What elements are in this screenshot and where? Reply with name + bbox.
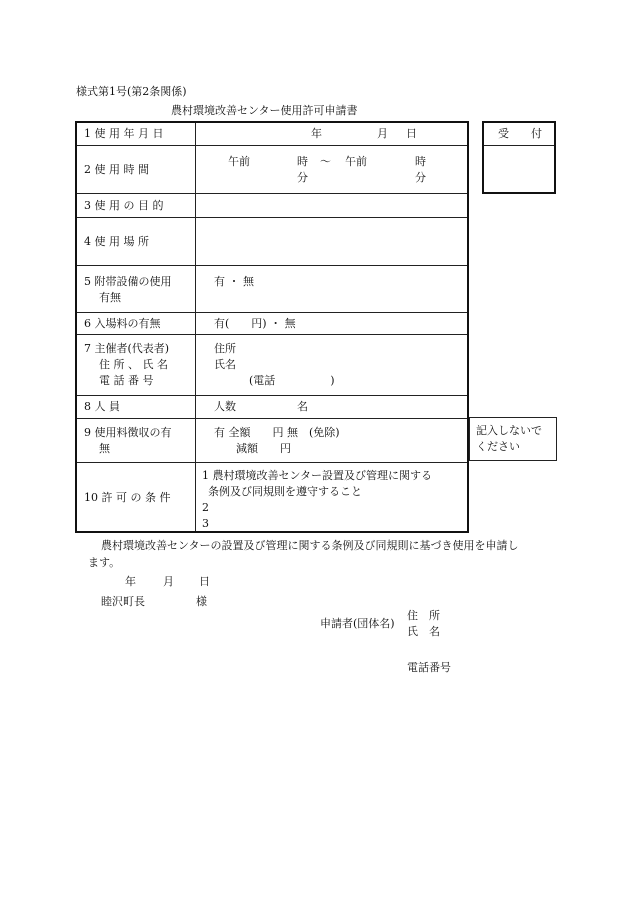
usage-date-field[interactable]	[196, 123, 467, 145]
applicant-phone-field[interactable]: 電話番号	[407, 661, 451, 674]
count-label: 人数	[214, 400, 236, 413]
year-label: 年	[311, 127, 322, 140]
row-5-label-line-2: 有無	[99, 291, 121, 304]
addressee-honorific: 様	[196, 595, 207, 608]
receipt-box	[482, 121, 556, 194]
equipment-choice[interactable]: 有 ・ 無	[214, 275, 254, 288]
start-am-label: 午前	[228, 155, 250, 168]
date-year-label: 年	[125, 575, 136, 588]
form-number: 様式第1号(第2条関係)	[76, 85, 187, 98]
usage-time-field[interactable]	[196, 146, 467, 193]
month-label: 月	[377, 127, 388, 140]
date-month-label: 月	[163, 575, 174, 588]
application-table	[75, 121, 469, 533]
purpose-field[interactable]	[196, 194, 467, 217]
end-hour-label: 時	[415, 155, 426, 168]
note-line-1: 記入しないで	[476, 424, 542, 437]
row-10-label: 10 許 可 の 条 件	[84, 491, 171, 504]
usage-fee-line-2[interactable]: 減額 円	[236, 442, 291, 455]
row-1-label: 1 使 用 年 月 日	[84, 127, 164, 140]
date-day-label: 日	[199, 575, 210, 588]
row-9-label-line-1: 9 使用料徴収の有	[84, 426, 172, 439]
do-not-fill-note	[469, 417, 557, 461]
row-9-label-line-2: 無	[99, 442, 110, 455]
row-5-label-line-1: 5 附帯設備の使用	[84, 275, 172, 288]
day-label: 日	[406, 127, 417, 140]
row-7-label-line-3: 電 話 番 号	[99, 374, 154, 387]
end-minute-label: 分	[415, 171, 426, 184]
tilde: ～	[320, 155, 331, 168]
receipt-label-2: 付	[531, 127, 542, 140]
addressee-name: 睦沢町長	[101, 595, 145, 608]
attendance-field[interactable]	[196, 396, 467, 418]
application-text-line-2: ます。	[88, 556, 121, 569]
condition-1-line-2: 条例及び同規則を遵守すること	[208, 485, 362, 498]
start-minute-label: 分	[297, 171, 308, 184]
row-2-label: 2 使 用 時 間	[84, 163, 149, 176]
organizer-address-field[interactable]: 住所	[214, 342, 236, 355]
location-field[interactable]	[196, 218, 467, 265]
row-8-label: 8 人 員	[84, 400, 120, 413]
count-unit: 名	[297, 400, 308, 413]
application-text-line-1: 農村環境改善センターの設置及び管理に関する条例及び同規則に基づき使用を申請し	[101, 539, 519, 552]
applicant-address-field[interactable]: 住 所	[407, 609, 440, 622]
end-am-label: 午前	[345, 155, 367, 168]
condition-2: 2	[202, 501, 209, 514]
condition-3: 3	[202, 517, 209, 530]
form-title: 農村環境改善センター使用許可申請書	[171, 104, 358, 117]
row-3-label: 3 使 用 の 目 的	[84, 199, 164, 212]
receipt-label-1: 受	[498, 127, 509, 140]
applicant-label: 申請者(団体名)	[320, 617, 395, 630]
row-7-label-line-1: 7 主催者(代表者)	[84, 342, 170, 355]
applicant-name-field[interactable]: 氏 名	[407, 625, 440, 638]
organizer-phone-field[interactable]: (電話 )	[249, 374, 335, 387]
organizer-name-field[interactable]: 氏名	[214, 358, 236, 371]
row-4-label: 4 使 用 場 所	[84, 235, 149, 248]
condition-1-line-1: 1 農村環境改善センター設置及び管理に関する	[202, 469, 433, 482]
note-line-2: ください	[476, 440, 520, 453]
row-7-label-line-2: 住 所 、 氏 名	[99, 358, 168, 371]
start-hour-label: 時	[297, 155, 308, 168]
row-6-label: 6 入場料の有無	[84, 317, 161, 330]
usage-fee-line-1[interactable]: 有 全額 円 無 (免除)	[214, 426, 340, 439]
admission-fee-choice[interactable]: 有( 円) ・ 無	[214, 317, 296, 330]
